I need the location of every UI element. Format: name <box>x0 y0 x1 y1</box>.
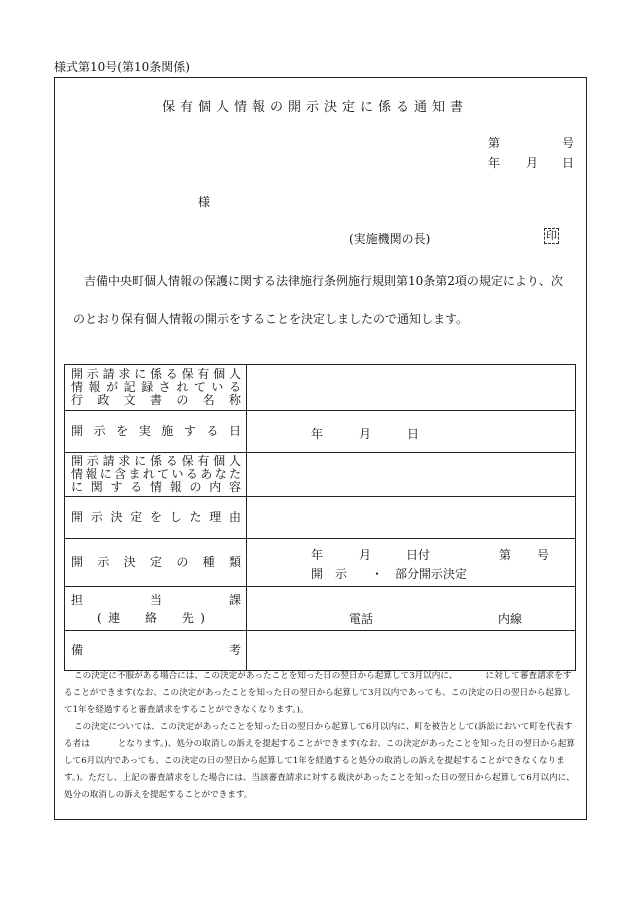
decision-reason-value[interactable] <box>247 497 576 539</box>
appeal-note: この決定に不服がある場合には、この決定があったことを知った日の翌日から起算して3月以内に、 に対して審査請求をすることができます(なお、この決定があったことを知った日の翌日から起算して3月以内であっても、この決定の日の翌日から起算して1年を経過すると審査請求をすることができなくなります。)。 <box>64 671 572 715</box>
personal-info-content-value[interactable] <box>247 453 576 497</box>
department-label: 担 当 課 <box>71 592 241 607</box>
decision-type-value[interactable] <box>247 539 576 587</box>
table-row <box>65 497 576 539</box>
contact-value[interactable] <box>247 587 576 631</box>
table-row <box>65 411 576 453</box>
lawsuit-note: この決定については、この決定があったことを知った日の翌日から起算して6月以内に、町を被告として(訴訟において町を代表する者は となります。)、処分の取消しの訴えを提起することができます(なお、この決定があったことを知った日の翌日から起算して6月以内であっても、この決定の日の翌日から起算して1年を経過すると処分の取消しの訴えを提起することができなくなります。)。ただし、上記の審査請求をした場合には、当該審査請求に対する裁決があったことを知った日の翌日から起算して6月以内に、処分の取消しの訴えを提起することができます。 <box>64 722 575 800</box>
contact-label: (連 絡 先) <box>97 610 205 625</box>
decision-word: 決定 <box>443 566 468 581</box>
decision-date-note: 日付 <box>406 547 431 562</box>
document-title: 保有個人情報の開示決定に係る通知書 <box>161 100 468 115</box>
date-day: 日 <box>562 156 575 170</box>
table-row <box>65 539 576 587</box>
body-paragraph: 吉備中央町個人情報の保護に関する法律施行条例施行規則第10条第2項の規定により、次のとおり保有個人情報の開示をすることを決定しましたので通知します。 <box>73 274 563 326</box>
form-number-label: 様式第10号(第10条関係) <box>54 60 190 74</box>
recipient-honorific: 様 <box>198 195 211 209</box>
date-year: 年 <box>488 156 501 170</box>
number-suffix: 号 <box>562 136 575 150</box>
disclosure-year: 年 <box>311 426 324 441</box>
contact-section-label <box>65 587 247 631</box>
decision-reason-label: 開示決定をした理由 <box>65 497 247 539</box>
label-line: 情報に含まれているあなた <box>71 467 241 481</box>
option-separator: ・ <box>371 566 384 581</box>
table-row <box>65 453 576 497</box>
label-line: に関する情報の内容 <box>71 480 241 494</box>
seal-mark: 印 <box>546 229 557 242</box>
label-line: 開示請求に係る保有個人 <box>71 367 241 381</box>
disclosure-date-value[interactable] <box>247 411 576 453</box>
disclosure-day: 日 <box>407 426 420 441</box>
notes-section <box>64 668 577 804</box>
disclosure-date-label: 開示を実施する日 <box>65 411 247 453</box>
document-name-value[interactable] <box>247 365 576 411</box>
date-month: 月 <box>526 156 539 170</box>
decision-number-prefix: 第 <box>499 547 512 562</box>
number-prefix: 第 <box>488 136 501 150</box>
disclosure-info-table <box>64 364 576 671</box>
label-line: 開示請求に係る保有個人 <box>71 454 241 468</box>
remarks-label: 備 考 <box>65 631 247 671</box>
label-line: 情報が記録されている <box>71 380 241 394</box>
sender-title: (実施機関の長) <box>349 232 431 246</box>
extension-label: 内線 <box>498 611 523 626</box>
decision-year: 年 <box>311 547 324 562</box>
table-row <box>65 631 576 671</box>
disclosure-month: 月 <box>359 426 372 441</box>
table-row <box>65 365 576 411</box>
partial-disclose-option: 部分開示 <box>395 566 444 581</box>
phone-label: 電話 <box>349 611 374 626</box>
document-name-label <box>65 365 247 411</box>
decision-month: 月 <box>359 547 372 562</box>
personal-info-content-label <box>65 453 247 497</box>
label-line: 行政文書の名称 <box>71 393 241 407</box>
decision-number-suffix: 号 <box>537 547 550 562</box>
decision-type-label: 開示決定の種類 <box>65 539 247 587</box>
table-row <box>65 587 576 631</box>
remarks-value[interactable] <box>247 631 576 671</box>
disclose-option: 開 示 <box>311 566 348 581</box>
